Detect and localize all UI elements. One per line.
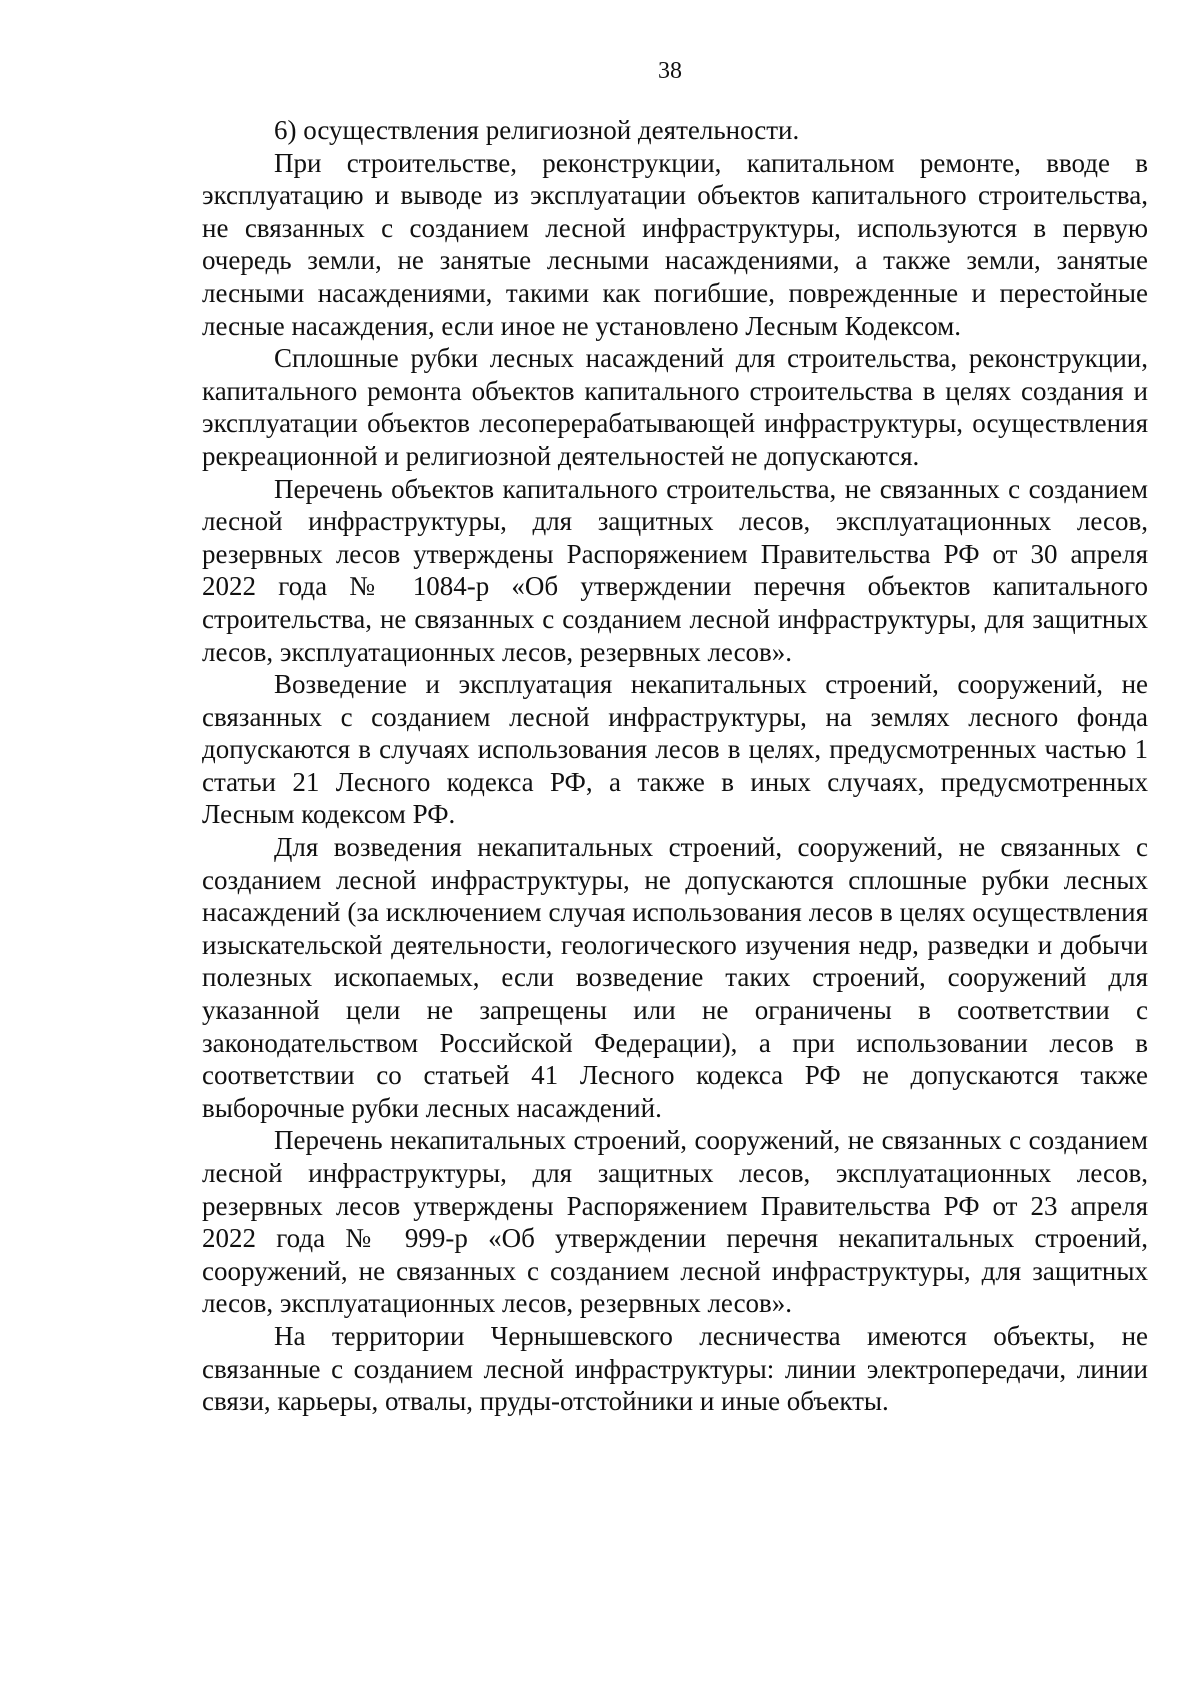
page-number: 38: [658, 58, 682, 84]
paragraph-clear-cutting: Сплошные рубки лесных насаждений для строительства, реконструкции, капитального ремонта объектов капитального строительства в целях создания и эксплуатации объектов лесоперерабатывающей инфраструктуры, осуществления рекреационной и религиозной деятельностей не допускаются.: [202, 343, 1148, 471]
paragraph-chernyshevsky-objects: На территории Чернышевского лесничества имеются объекты, не связанные с созданием лесной инфраструктуры: линии электропередачи, линии связи, карьеры, отвалы, пруды-отстойники и иные объекты.: [202, 1320, 1148, 1417]
paragraph-non-capital-cutting: Для возведения некапитальных строений, сооружений, не связанных с созданием лесной инфраструктуры, не допускаются сплошные рубки лесных насаждений (за исключением случая использования лесов в целях осуществления изыскательской деятельности, геологического изучения недр, разведки и добычи полезных ископаемых, если возведение таких строений, сооружений для указанной цели не запрещены или не ограничены в соответствии с законодательством Российской Федерации), а при использовании лесов в соответствии со статьей 41 Лесного кодекса РФ не допускаются также выборочные рубки лесных насаждений.: [202, 832, 1148, 1123]
paragraph-religious-activity: 6) осуществления религиозной деятельности.: [274, 115, 800, 145]
document-body: [202, 114, 1148, 1418]
paragraph-capital-objects-list: Перечень объектов капитального строительства, не связанных с созданием лесной инфраструктуры, для защитных лесов, эксплуатационных лесов, резервных лесов утверждены Распоряжением Правительства РФ от 30 апреля 2022 года № 1084-р «Об утверждении перечня объектов капитального строительства, не связанных с созданием лесной инфраструктуры, для защитных лесов, эксплуатационных лесов, резервных лесов».: [202, 473, 1148, 667]
paragraph-capital-construction: При строительстве, реконструкции, капитальном ремонте, вводе в эксплуатацию и выводе из эксплуатации объектов капитального строительства, не связанных с созданием лесной инфраструктуры, используются в первую очередь земли, не занятые лесными насаждениями, а также земли, занятые лесными насаждениями, такими как погибшие, поврежденные и перестойные лесные насаждения, если иное не установлено Лесным Кодексом.: [202, 147, 1148, 341]
paragraph-non-capital-list: Перечень некапитальных строений, сооружений, не связанных с созданием лесной инфраструктуры, для защитных лесов, эксплуатационных лесов, резервных лесов утверждены Распоряжением Правительства РФ от 23 апреля 2022 года № 999-р «Об утверждении перечня некапитальных строений, сооружений, не связанных с созданием лесной инфраструктуры, для защитных лесов, эксплуатационных лесов, резервных лесов».: [202, 1125, 1148, 1319]
paragraph-non-capital-structures: Возведение и эксплуатация некапитальных строений, сооружений, не связанных с созданием лесной инфраструктуры, на землях лесного фонда допускаются в случаях использования лесов в целях, предусмотренных частью 1 статьи 21 Лесного кодекса РФ, а также в иных случаях, предусмотренных Лесным кодексом РФ.: [202, 669, 1148, 830]
